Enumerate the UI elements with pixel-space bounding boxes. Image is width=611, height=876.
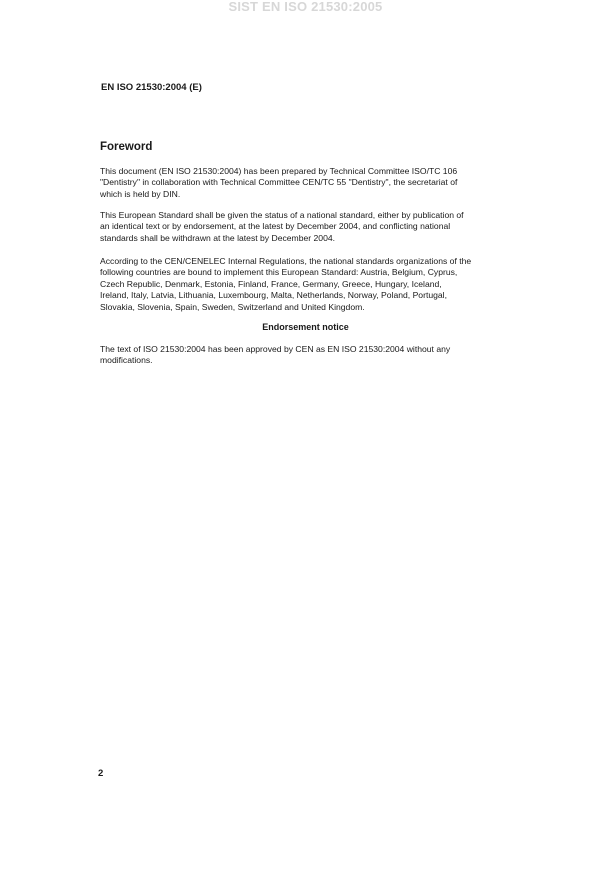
foreword-heading: Foreword <box>100 141 153 153</box>
foreword-paragraph-2 <box>100 210 532 244</box>
page-number: 2 <box>98 768 104 779</box>
paragraph-text: This European Standard shall be given the status of a national standard, either by publication of an identical text or by endorsement, at the latest by December 2004, and conflicting national standards shall be withdrawn at the latest by December 2004. <box>100 210 464 243</box>
foreword-paragraph-1 <box>100 166 532 200</box>
endorsement-heading: Endorsement notice <box>262 322 349 332</box>
foreword-paragraph-3 <box>100 256 532 313</box>
paragraph-text: According to the CEN/CENELEC Internal Regulations, the national standards organizations of the following countries are bound to implement this European Standard: Austria, Belgium, Cyprus, Czech Republic, Denmark, Estonia, Finland, France, Germany, Greece, Hungary, Iceland, Ireland, Italy, Latvia, Lithuania, Luxembourg, Malta, Netherlands, Norway, Poland, Portugal, Slovakia, Slovenia, Spain, Sweden, Switzerland and United Kingdom. <box>100 256 472 312</box>
endorsement-paragraph <box>100 344 532 367</box>
paragraph-text: The text of ISO 21530:2004 has been approved by CEN as EN ISO 21530:2004 without any modifications. <box>100 344 451 366</box>
paragraph-text: This document (EN ISO 21530:2004) has been prepared by Technical Committee ISO/TC 106 "Dentistry" in collaboration with Technical Committee CEN/TC 55 "Dentistry", the secretariat of which is held by DIN. <box>100 166 458 199</box>
document-identifier: EN ISO 21530:2004 (E) <box>101 82 202 93</box>
watermark: SIST EN ISO 21530:2005 <box>228 0 383 14</box>
